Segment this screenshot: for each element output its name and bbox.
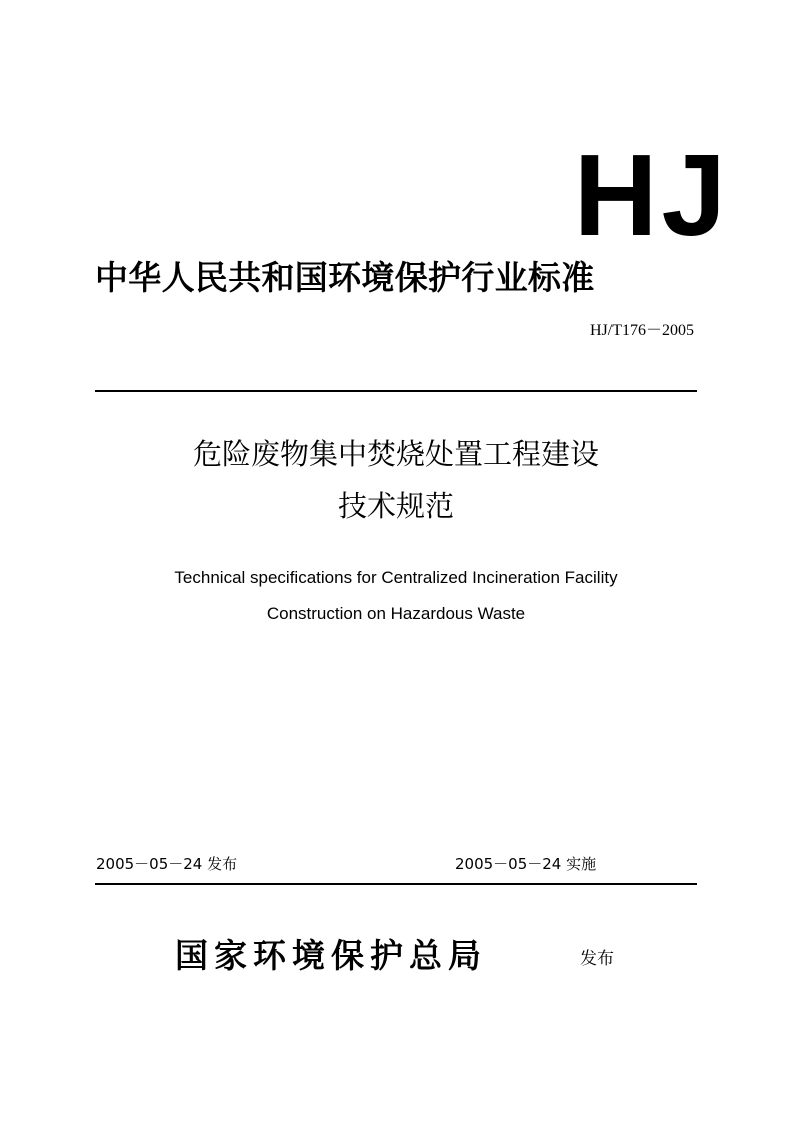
document-title-cn-line1: 危险废物集中焚烧处置工程建设 (192, 437, 599, 471)
document-title-en-line1: Technical specifications for Centralized Incineration Facility (174, 568, 618, 587)
issue-date: 2005－05－24 发布 (96, 855, 238, 873)
document-title-cn-line2: 技术规范 (337, 489, 454, 523)
issue-label: 发布 (580, 949, 614, 969)
issuing-organization: 国家环境保护总局 (175, 936, 487, 975)
industry-standard-title: 中华人民共和国环境保护行业标准 (95, 258, 595, 297)
top-divider (95, 390, 697, 392)
document-title-en-line2: Construction on Hazardous Waste (266, 604, 526, 623)
hj-logo: HJ (573, 130, 730, 260)
bottom-divider (95, 883, 697, 885)
implementation-date: 2005－05－24 实施 (455, 855, 597, 873)
standard-code: HJ/T176－2005 (589, 322, 694, 339)
